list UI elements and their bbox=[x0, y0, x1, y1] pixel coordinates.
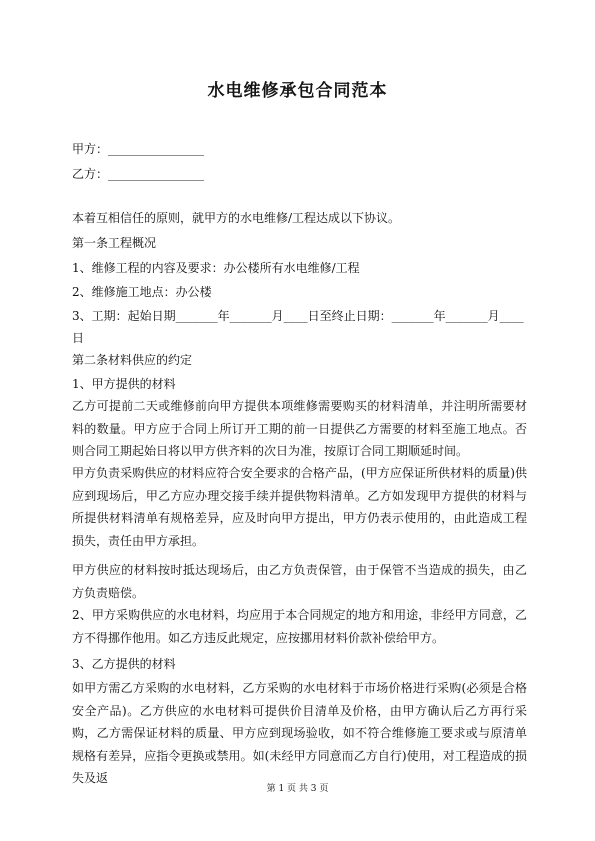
party-b-line: 乙方：________________ bbox=[72, 167, 205, 181]
body-line: 1、维修工程的内容及要求：办公楼所有水电维修/工程 bbox=[72, 261, 360, 275]
body-line: 2、维修施工地点：办公楼 bbox=[72, 285, 212, 299]
body-paragraph: 如甲方需乙方采购的水电材料，乙方采购的水电材料于市场价格进行采购(必须是合格安全产品)。乙方供应的水电材料可提供价目清单及价格，由甲方确认后乙方再行采购，乙方需保证材料的质量、甲方应到现场验收，如不符合维修施工要求或与原清单规格有差异，应指令更换或禁用。如(未经甲方同意而乙方自行)使用，对工程造成的损失及返 bbox=[72, 681, 527, 786]
body-paragraph: 甲方供应的材料按时抵达现场后，由乙方负责保管，由于保管不当造成的损失，由乙方负责赔偿。 bbox=[72, 563, 527, 600]
body-paragraph: 乙方可提前二天或维修前向甲方提供本项维修需要购买的材料清单，并注明所需要材料的数量。甲方应于合同上所订开工期的前一日提供乙方需要的材料至施工地点。否则合同工期起始日将以甲方供齐料的次日为准，按原订合同工期顺延时间。 bbox=[72, 399, 527, 459]
subsection-heading: 1、甲方提供的材料 bbox=[72, 377, 176, 391]
section-heading: 第一条工程概况 bbox=[72, 236, 157, 250]
section-heading: 第二条材料供应的约定 bbox=[72, 353, 193, 367]
body-line: 日 bbox=[72, 331, 85, 345]
body-paragraph: 甲方负责采购供应的材料应符合安全要求的合格产品，(甲方应保证所供材料的质量)供应到现场后，甲乙方应办理交接手续并提供物料清单。乙方如发现甲方提供的材料与所提供材料清单有规格差异，应及时向甲方提出，甲方仍表示使用的，由此造成工程损失，责任由甲方承担。 bbox=[72, 466, 527, 548]
party-a-line: 甲方：________________ bbox=[72, 142, 205, 156]
subsection-heading: 3、乙方提供的材料 bbox=[72, 657, 176, 671]
body-paragraph: 2、甲方采购供应的水电材料，均应用于本合同规定的地方和用途，非经甲方同意，乙方不得挪作他用。如乙方违反此规定，应按挪用材料价款补偿给甲方。 bbox=[72, 608, 527, 645]
document-title: 水电维修承包合同范本 bbox=[207, 81, 388, 101]
page-footer: 第 1 页 共 3 页 bbox=[266, 784, 329, 794]
intro-line: 本着互相信任的原则，就甲方的水电维修/工程达成以下协议。 bbox=[72, 211, 401, 225]
body-line: 3、工期：起始日期_______年_______月____日至终止日期：_______年_______月____ bbox=[72, 309, 524, 323]
